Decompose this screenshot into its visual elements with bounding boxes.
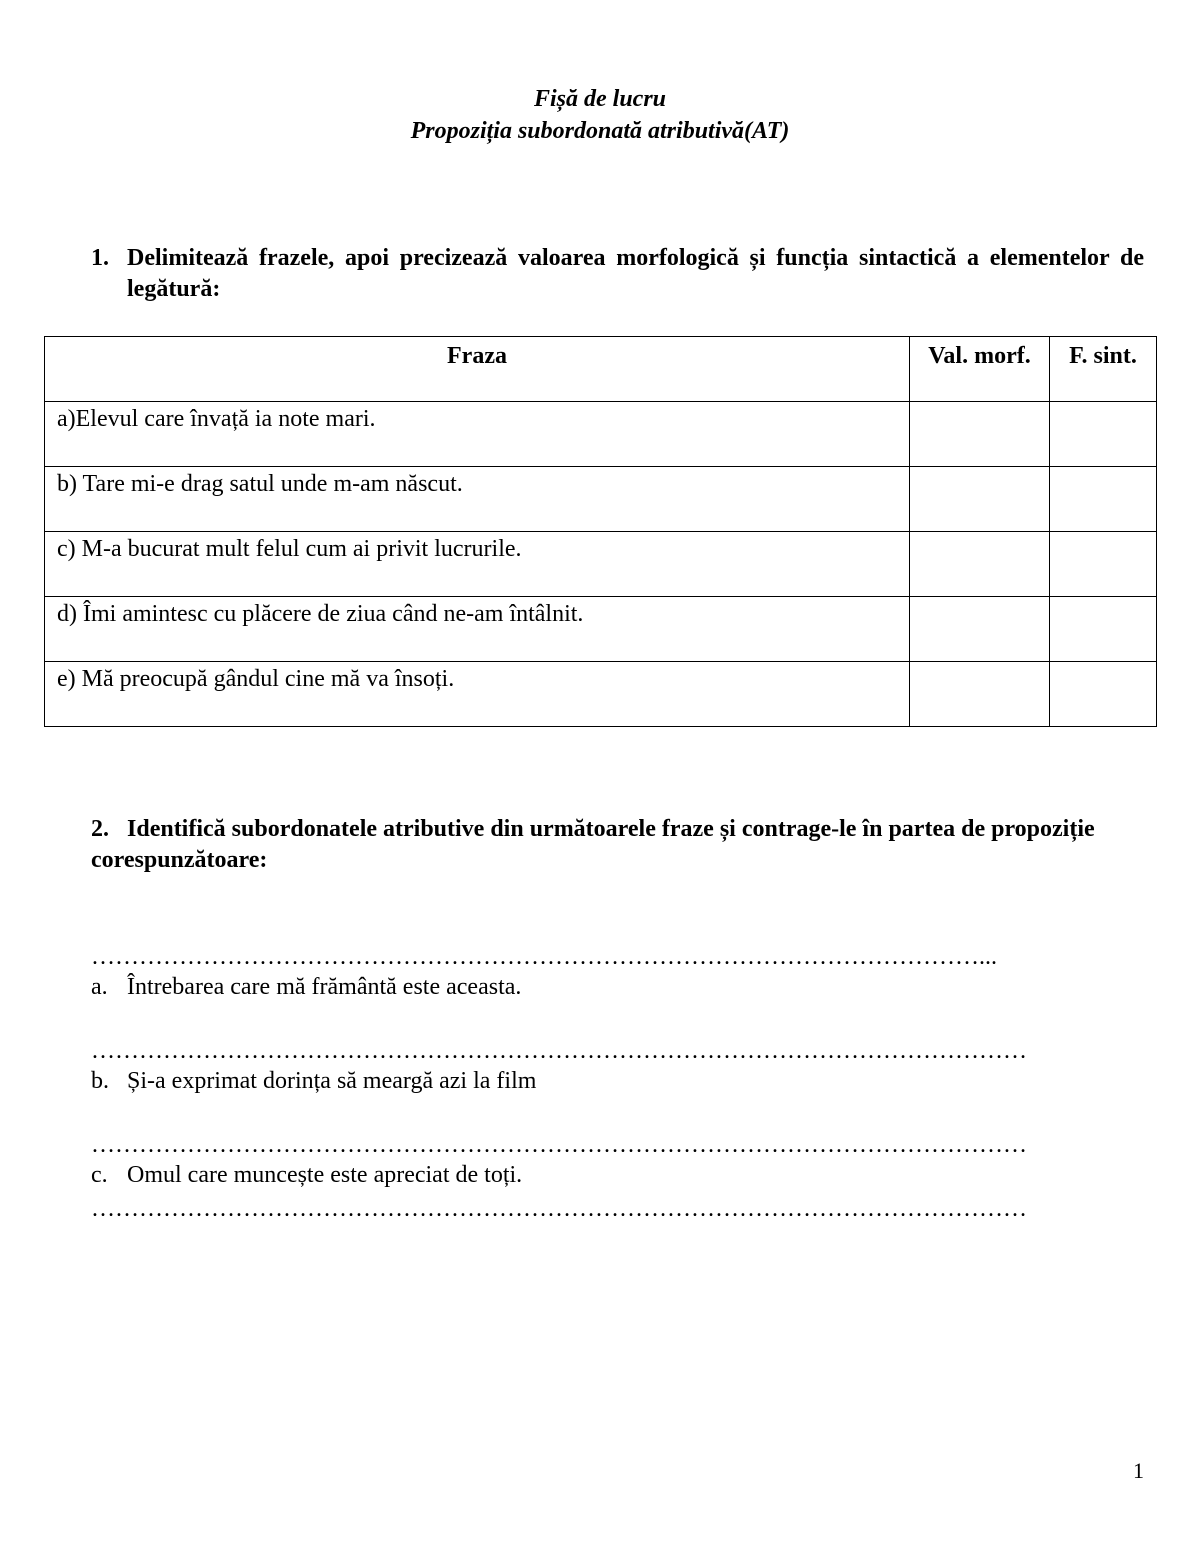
val-morf-cell[interactable] (910, 532, 1050, 597)
page-number: 1 (1133, 1458, 1144, 1483)
table-row (45, 467, 1157, 532)
table-row (45, 532, 1157, 597)
list-item (91, 1068, 536, 1095)
val-morf-cell[interactable] (910, 467, 1050, 532)
list-item (91, 1162, 522, 1189)
worksheet-subtitle: Propoziția subordonată atributivă(AT) (410, 118, 790, 144)
list-item (91, 974, 521, 1001)
table-row (45, 662, 1157, 727)
answer-dots-line[interactable]: …………………………………………………………………………………………………... (91, 944, 997, 970)
worksheet-title: Fișă de lucru (533, 86, 667, 112)
table-row (45, 597, 1157, 662)
val-morf-cell[interactable] (910, 662, 1050, 727)
sentence-cell: c) M-a bucurat mult felul cum ai privit lucrurile. (45, 532, 910, 597)
sentence-cell: d) Îmi amintesc cu plăcere de ziua când ne-am întâlnit. (45, 597, 910, 662)
sentences-table (44, 336, 1157, 727)
f-sint-cell[interactable] (1050, 532, 1157, 597)
answer-dots-line[interactable]: ……………………………………………………………………………………………………… (91, 1038, 1027, 1064)
item-text: Și-a exprimat dorința să meargă azi la film (127, 1068, 537, 1094)
table-row (45, 402, 1157, 467)
header-fraza: Fraza (45, 337, 910, 402)
exercise-2-number: 2. (91, 816, 109, 842)
answer-dots-line[interactable]: ……………………………………………………………………………………………………… (91, 1132, 1027, 1158)
item-label: c. (91, 1162, 108, 1188)
val-morf-cell[interactable] (910, 402, 1050, 467)
f-sint-cell[interactable] (1050, 467, 1157, 532)
sentence-cell: a)Elevul care învață ia note mari. (45, 402, 910, 467)
sentence-cell: e) Mă preocupă gândul cine mă va însoți. (45, 662, 910, 727)
sentence-cell: b) Tare mi-e drag satul unde m-am născut. (45, 467, 910, 532)
header-val-morf: Val. morf. (910, 337, 1050, 402)
item-label: a. (91, 974, 108, 1000)
val-morf-cell[interactable] (910, 597, 1050, 662)
exercise-1-number: 1. (91, 245, 109, 271)
f-sint-cell[interactable] (1050, 597, 1157, 662)
exercise-2-instruction: Identifică subordonatele atributive din următoarele fraze și contrage-le în partea de propoziție corespunzătoare: (91, 816, 1095, 873)
exercise-1-instruction: Delimitează frazele, apoi precizează valoarea morfologică și funcția sintactică a elementelor de legătură: (127, 245, 1144, 302)
answer-dots-line[interactable]: ……………………………………………………………………………………………………… (91, 1196, 1027, 1222)
table-header-row (45, 337, 1157, 402)
item-label: b. (91, 1068, 109, 1094)
f-sint-cell[interactable] (1050, 402, 1157, 467)
item-text: Întrebarea care mă frământă este aceasta. (127, 974, 522, 1000)
header-f-sint: F. sint. (1050, 337, 1157, 402)
item-text: Omul care muncește este apreciat de toți. (127, 1162, 523, 1188)
f-sint-cell[interactable] (1050, 662, 1157, 727)
